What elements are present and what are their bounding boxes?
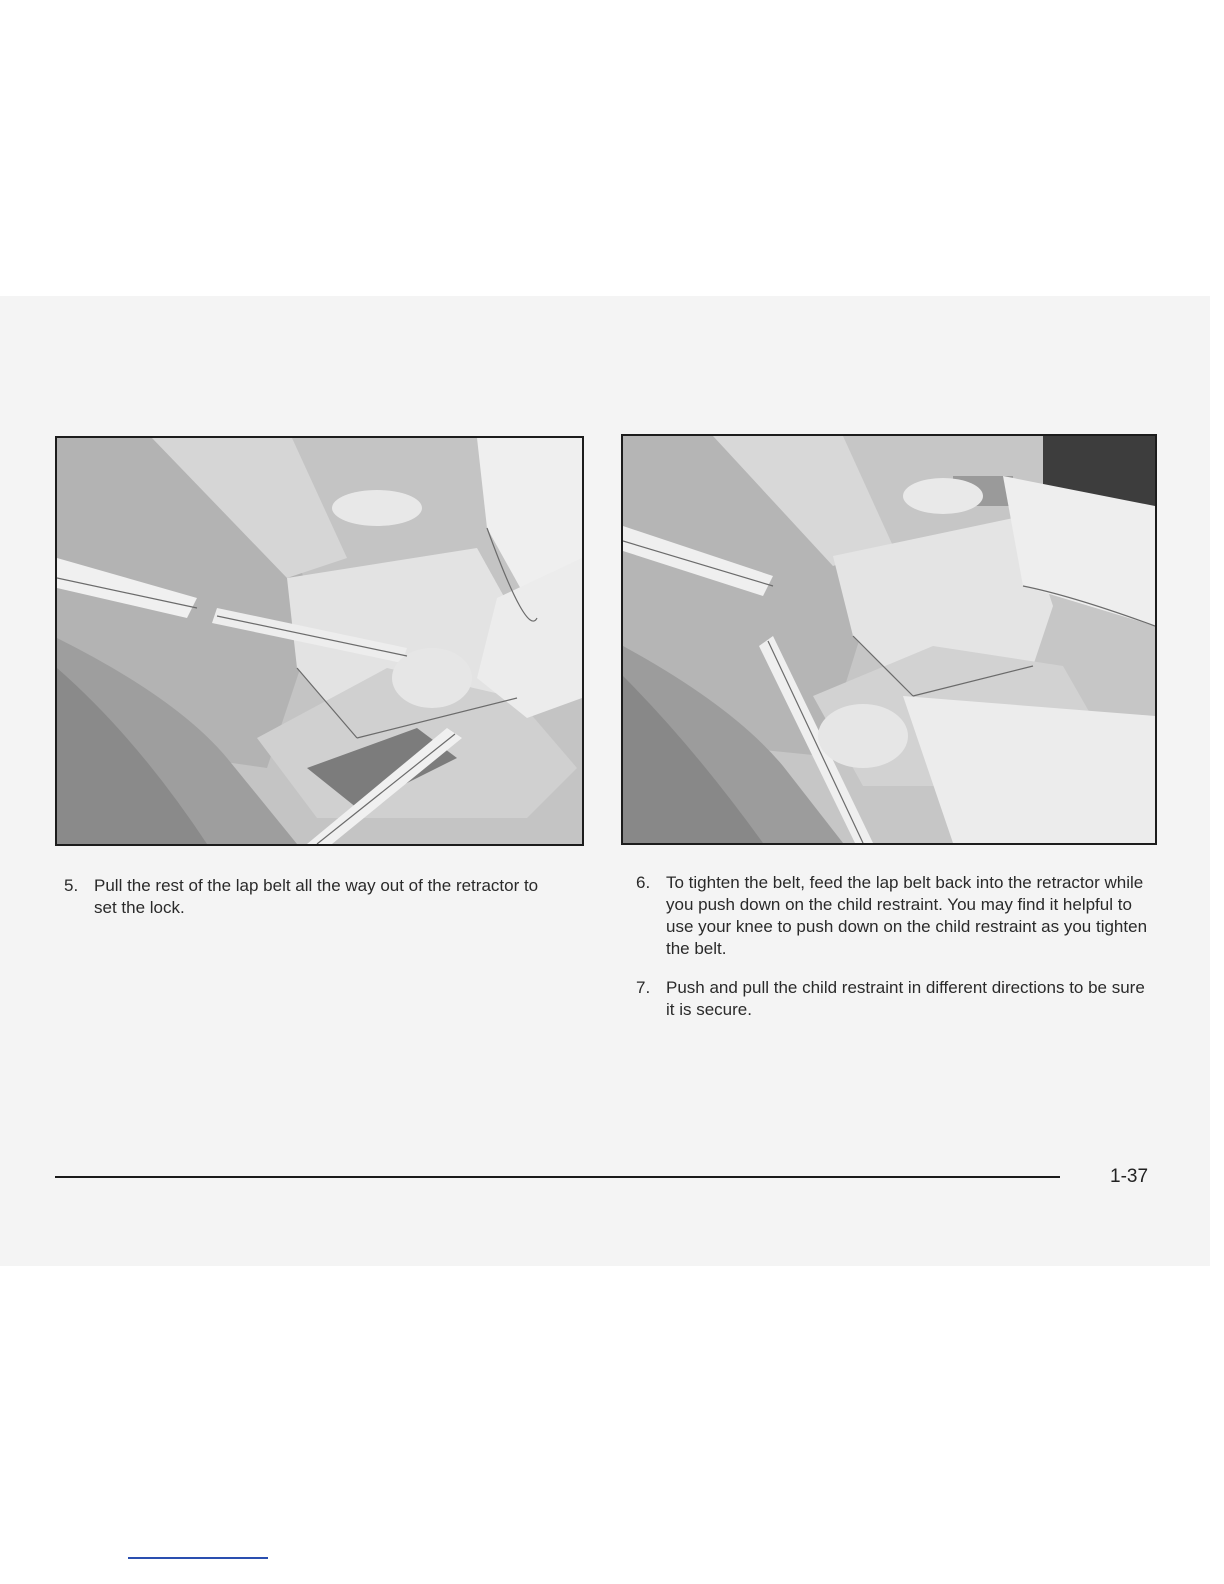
footer-underline <box>128 1557 268 1559</box>
step-6 <box>636 872 1156 960</box>
step-7-number: 7. <box>636 978 651 997</box>
footer-divider <box>55 1176 1060 1178</box>
step-5-number: 5. <box>64 876 79 895</box>
step-6-text: To tighten the belt, feed the lap belt back into the retractor while you push down on the child restraint. You may find it helpful to use your knee to push down on the child restraint as you tighten the belt. <box>666 873 1148 958</box>
illustration-pull-lap-belt <box>55 436 584 846</box>
illustration-pull-lap-belt-drawing <box>57 438 582 844</box>
illustration-tighten-belt-drawing <box>623 436 1155 843</box>
step-5-text: Pull the rest of the lap belt all the way out of the retractor to set the lock. <box>94 876 539 917</box>
step-7 <box>636 977 1156 1021</box>
illustration-tighten-belt <box>621 434 1157 845</box>
page-number: 1-37 <box>1110 1166 1149 1187</box>
step-6-number: 6. <box>636 873 651 892</box>
step-5 <box>64 875 564 919</box>
step-7-text: Push and pull the child restraint in different directions to be sure it is secure. <box>666 978 1145 1019</box>
